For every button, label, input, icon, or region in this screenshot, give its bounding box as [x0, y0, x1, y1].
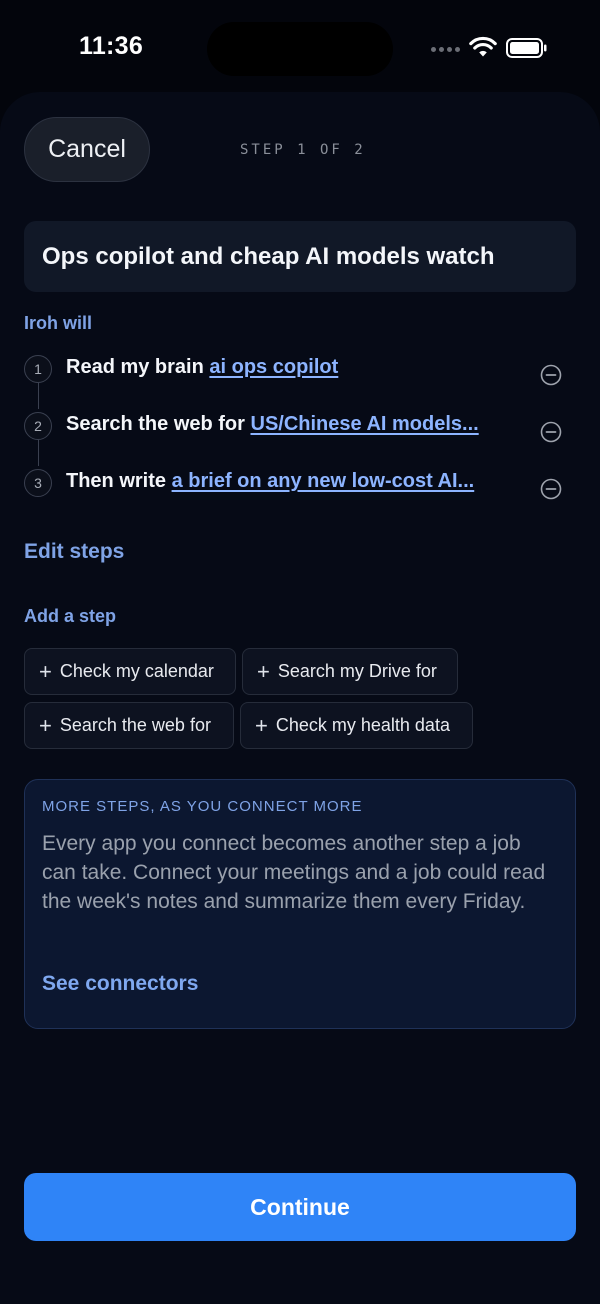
step-number: 1 — [24, 355, 52, 383]
step-text — [66, 470, 474, 493]
plus-icon: + — [257, 658, 270, 684]
status-time: 11:36 — [79, 32, 144, 60]
cancel-button[interactable]: Cancel — [24, 117, 150, 182]
chip-label: Check my health data — [275, 715, 450, 735]
edit-steps-button[interactable]: Edit steps — [24, 540, 125, 563]
chip-label: Search my Drive for — [277, 661, 437, 681]
dynamic-island — [207, 22, 393, 76]
job-title-field[interactable]: Ops copilot and cheap AI models watch — [24, 221, 576, 292]
steps-section-label: Iroh will — [24, 313, 93, 333]
add-step-chip[interactable] — [242, 648, 458, 695]
remove-step-icon[interactable] — [540, 364, 562, 386]
add-step-chip[interactable] — [240, 702, 473, 749]
signal-icon — [431, 47, 460, 52]
plus-icon: + — [39, 658, 52, 684]
add-step-chip[interactable] — [24, 702, 234, 749]
step-link[interactable]: ai ops copilot — [209, 356, 339, 378]
wifi-icon — [469, 36, 497, 58]
add-step-label: Add a step — [24, 606, 117, 626]
chip-label: Search the web for — [59, 715, 211, 735]
step-row — [24, 466, 576, 523]
step-text — [66, 356, 338, 379]
plus-icon: + — [255, 712, 268, 738]
plus-icon: + — [39, 712, 52, 738]
remove-step-icon[interactable] — [540, 421, 562, 443]
step-link[interactable]: US/Chinese AI models... — [250, 413, 479, 435]
see-connectors-link[interactable]: See connectors — [42, 972, 199, 995]
step-prefix: Search the web for — [66, 413, 245, 435]
step-connector — [38, 383, 39, 409]
add-step-chip[interactable] — [24, 648, 236, 695]
chip-label: Check my calendar — [59, 661, 214, 681]
status-bar — [0, 0, 600, 96]
battery-icon — [506, 38, 548, 58]
step-row — [24, 352, 576, 409]
steps-list — [24, 352, 576, 523]
step-indicator: STEP 1 OF 2 — [240, 142, 366, 158]
step-prefix: Then write — [66, 470, 167, 492]
step-number: 3 — [24, 469, 52, 497]
step-number: 2 — [24, 412, 52, 440]
info-body: Every app you connect becomes another step a job can take. Connect your meetings and a job could read the week's notes and summarize them every Friday. — [42, 832, 546, 913]
continue-button[interactable]: Continue — [24, 1173, 576, 1241]
step-text — [66, 413, 479, 436]
connectors-info-card — [24, 779, 576, 1029]
step-link[interactable]: a brief on any new low-cost AI... — [171, 470, 475, 492]
step-row — [24, 409, 576, 466]
step-prefix: Read my brain — [66, 356, 204, 378]
step-connector — [38, 440, 39, 466]
info-heading: MORE STEPS, AS YOU CONNECT MORE — [42, 798, 363, 815]
remove-step-icon[interactable] — [540, 478, 562, 500]
